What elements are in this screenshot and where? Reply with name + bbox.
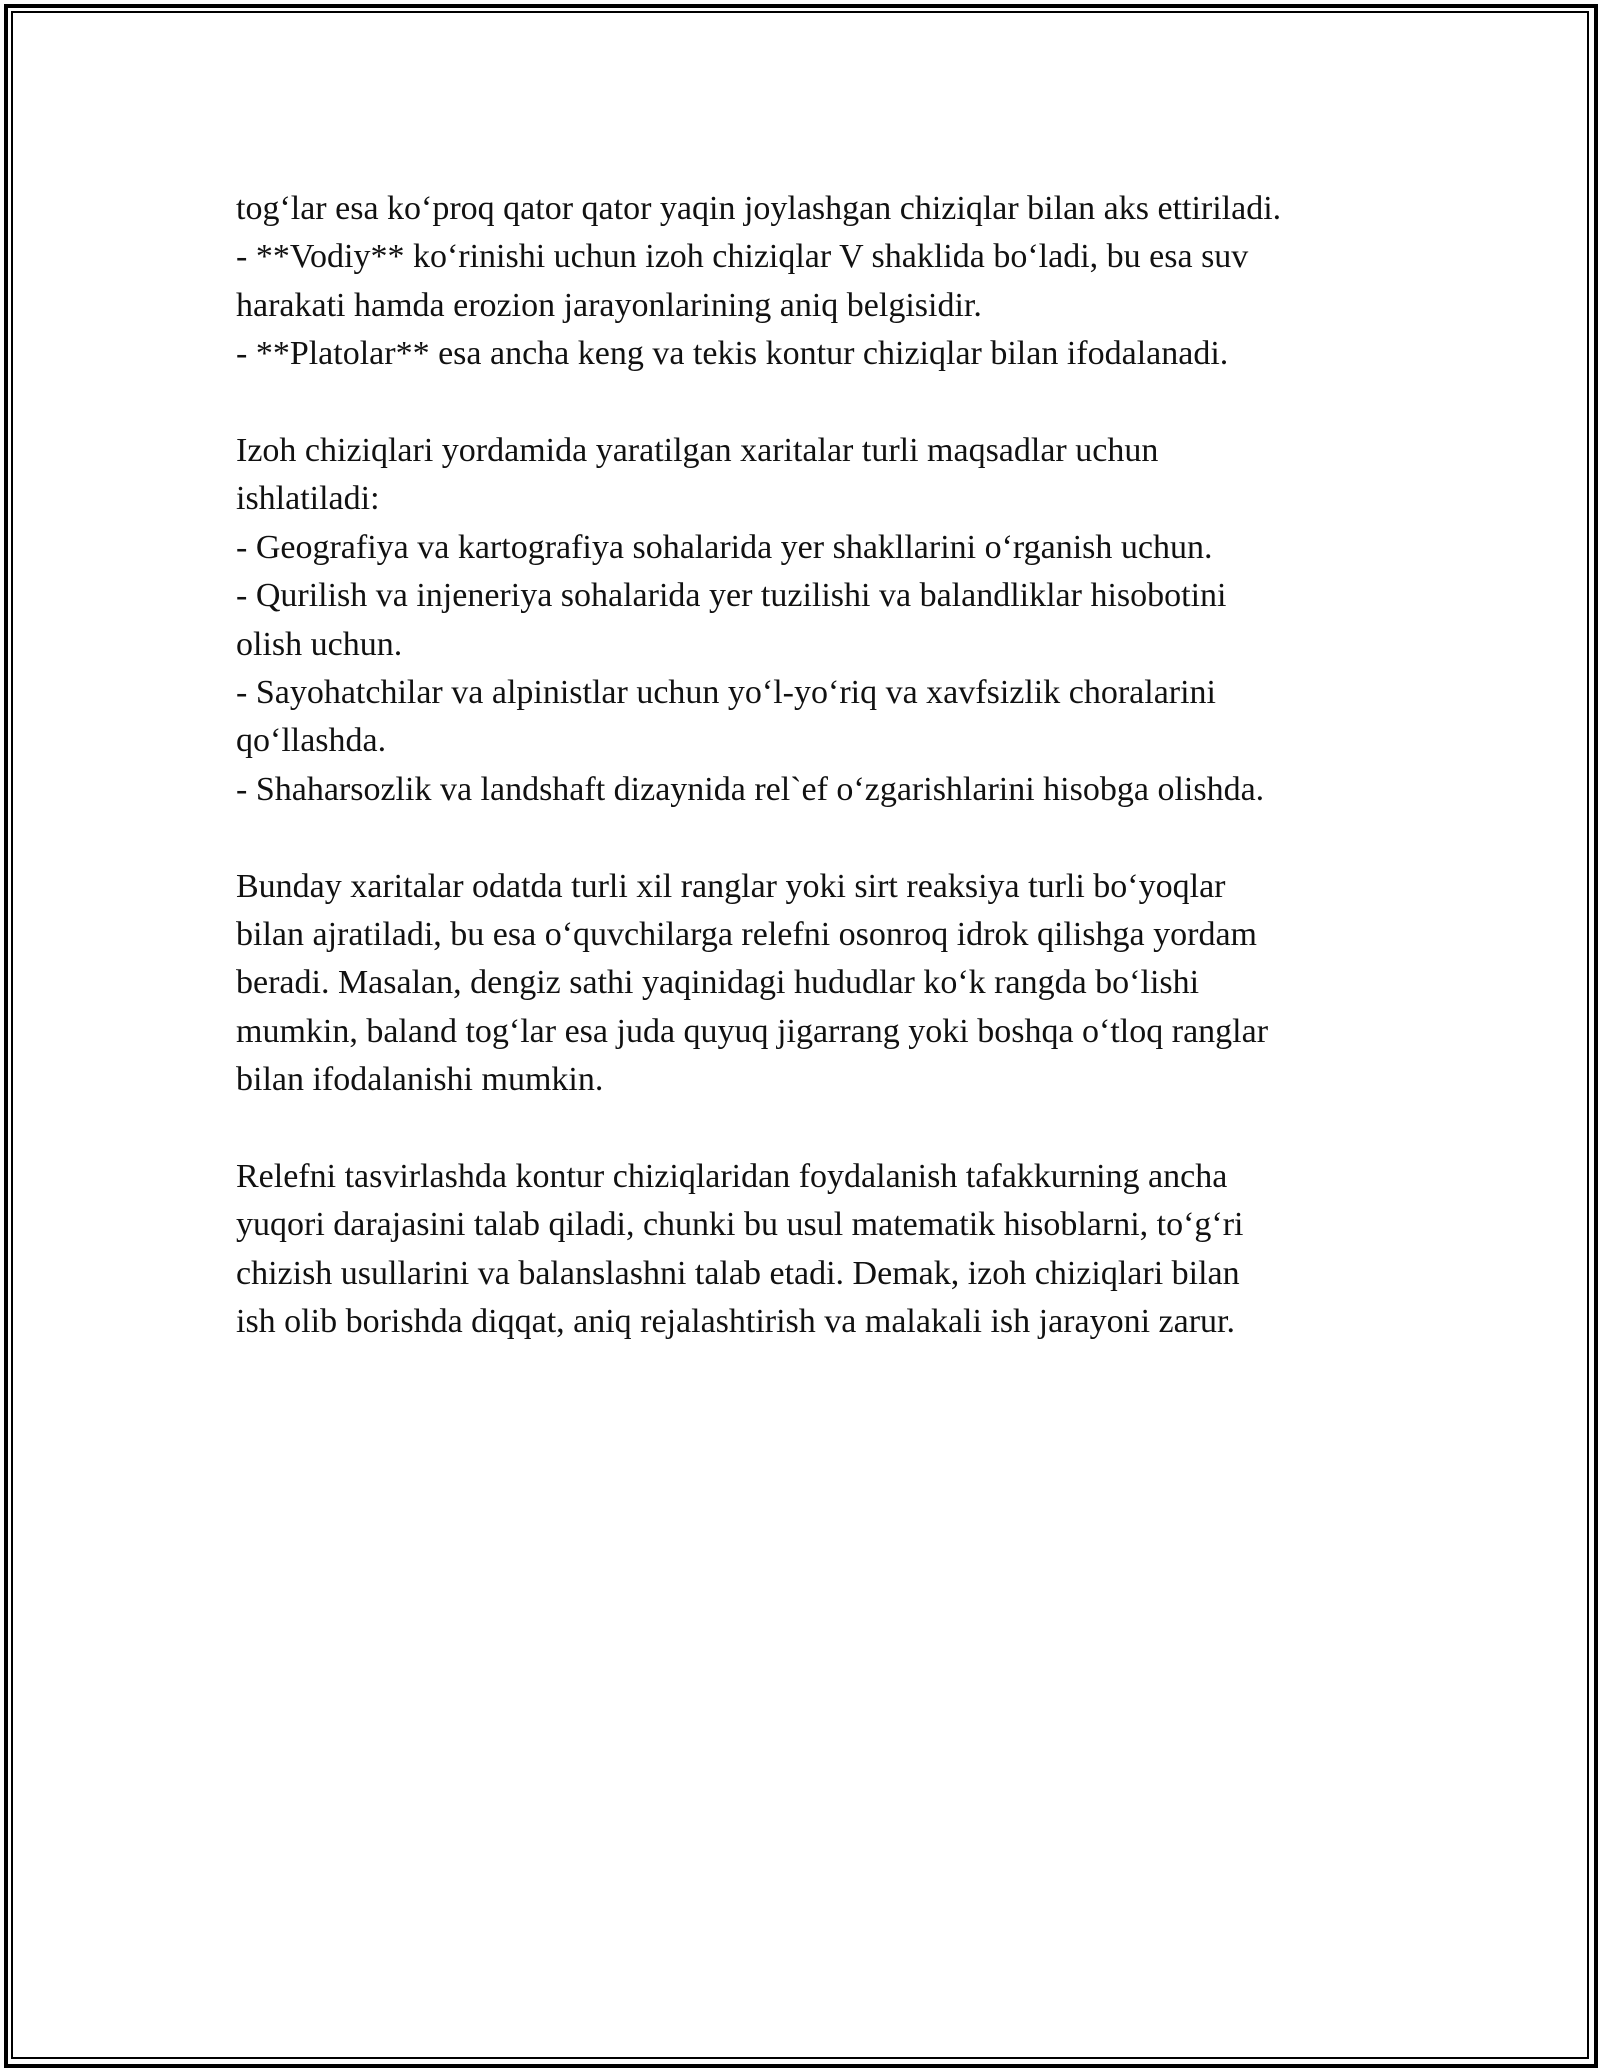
text-line: - Qurilish va injeneriya sohalarida yer tuzilishi va balandliklar hisobotini	[236, 577, 1227, 615]
paragraph-3	[236, 863, 1396, 1105]
text-line: Relefni tasvirlashda kontur chiziqlaridan foydalanish tafakkurning ancha	[236, 1158, 1228, 1196]
paragraph-spacer	[236, 379, 1396, 427]
text-line: - Shaharsozlik va landshaft dizaynida rel`ef o‘zgarishlarini hisobga olishda.	[236, 770, 1265, 808]
text-line: ishlatiladi:	[236, 480, 380, 518]
text-line: ish olib borishda diqqat, aniq rejalashtirish va malakali ish jarayoni zarur.	[236, 1303, 1235, 1341]
text-line: tog‘lar esa ko‘proq qator qator yaqin joylashgan chiziqlar bilan aks ettiriladi.	[236, 190, 1282, 227]
text-line: bilan ajratiladi, bu esa o‘quvchilarga relefni osonroq idrok qilishga yordam	[236, 916, 1257, 954]
text-line: - Geografiya va kartografiya sohalarida yer shakllarini o‘rganish uchun.	[236, 528, 1213, 566]
paragraph-spacer	[236, 1105, 1396, 1153]
paragraph-4	[236, 1153, 1396, 1347]
text-line: - **Platolar** esa ancha keng va tekis kontur chiziqlar bilan ifodalanadi.	[236, 335, 1229, 373]
text-line: Izoh chiziqlari yordamida yaratilgan xaritalar turli maqsadlar uchun	[236, 432, 1159, 470]
text-line: - **Vodiy** ko‘rinishi uchun izoh chiziqlar V shaklida bo‘ladi, bu esa suv	[236, 238, 1249, 276]
document-body	[236, 185, 1396, 1347]
text-line: qo‘llashda.	[236, 722, 387, 760]
paragraph-spacer	[236, 814, 1396, 862]
text-line: mumkin, baland tog‘lar esa juda quyuq jigarrang yoki boshqa o‘tloq ranglar	[236, 1012, 1269, 1050]
text-line: bilan ifodalanishi mumkin.	[236, 1061, 604, 1099]
text-line: beradi. Masalan, dengiz sathi yaqinidagi hududlar ko‘k rangda bo‘lishi	[236, 964, 1200, 1002]
text-line: harakati hamda erozion jarayonlarining aniq belgisidir.	[236, 286, 982, 324]
text-line: Bunday xaritalar odatda turli xil ranglar yoki sirt reaksiya turli bo‘yoqlar	[236, 867, 1226, 905]
paragraph-1	[236, 185, 1396, 379]
text-line: yuqori darajasini talab qiladi, chunki bu usul matematik hisoblarni, to‘g‘ri	[236, 1206, 1244, 1244]
paragraph-2	[236, 427, 1396, 814]
text-line: chizish usullarini va balanslashni talab etadi. Demak, izoh chiziqlari bilan	[236, 1254, 1240, 1292]
text-line: olish uchun.	[236, 625, 403, 663]
text-line: - Sayohatchilar va alpinistlar uchun yo‘l-yo‘riq va xavfsizlik choralarini	[236, 674, 1217, 712]
